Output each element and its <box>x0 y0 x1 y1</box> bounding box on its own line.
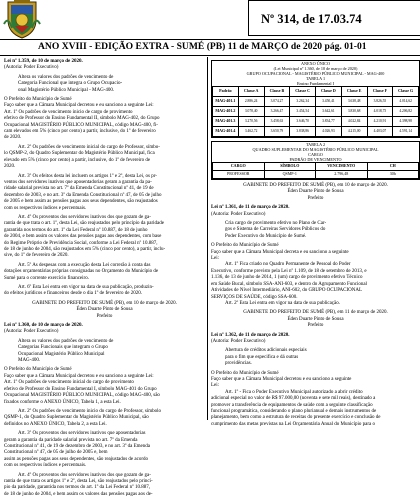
signature-line: Éden Duarte Pinto de Sousa <box>287 316 344 322</box>
table-cell: 3.266,47 <box>264 107 290 117</box>
law-text-line: rantia de que trata os artigos 1º e 2º, desta Lei, são reajustados pelo princí- <box>4 478 153 484</box>
law-text-line: Art. 1º Os padrões de vencimento inicial do cargo de provimento <box>4 380 134 386</box>
table-header-row <box>213 163 419 171</box>
law-text-line: promover a transferência de equipamentos de saúde com a seguinte classificação <box>211 402 373 408</box>
law-header-line: Lei nº 1.362, de 11 de março de 2020. <box>211 332 290 338</box>
law-text-line: O Prefeito do Município de Sumé <box>211 243 279 249</box>
law-text-line: de 18 de junho de 2004, são reajustados em 5% (cinco por cento), a partir, inclu- <box>4 246 166 252</box>
law-text-line: O Prefeito do Município de Sumé <box>4 367 72 373</box>
annex-title-line: GRUPO OCUPACIONAL - MAGISTÉRIO PÚBLICO MUNICIPAL - MAG-400 <box>246 71 385 76</box>
table-cell: QSMP-1 <box>264 171 316 179</box>
law-text-line: Constitucional nº 41, de 19 de dezembro de 2003, e no art. 3º da Emenda <box>4 443 150 449</box>
table-cell: 4.026,93 <box>316 127 342 137</box>
law-header-line: Lei nº 1.360, de 10 de março de 2020. <box>4 323 83 329</box>
signature-line: GABINETE DO PREFEITO DE SUMÉ (PB), em 11 de março de 2020. <box>243 310 388 316</box>
table-row <box>213 127 419 137</box>
table-row <box>213 107 419 117</box>
law-text-line: sive, do 1º de fevereiro de 2020. <box>4 253 69 259</box>
table-row-head: MAG-401.4 <box>213 127 239 137</box>
law-summary-line: Abertura de créditos adicionais especiais <box>225 348 307 354</box>
table-row <box>213 97 419 107</box>
law-text-line: dotações orçamentárias próprias consignadas no Orçamento do Município de <box>4 269 159 275</box>
signature-line: Prefeito <box>307 323 324 329</box>
law-summary-line: gos e Sistema de Carreiras Servidores Públicos do <box>225 227 326 233</box>
law-text-line: Art. 1º Os padrões de vencimento inicio de cargo de provimento <box>4 109 133 115</box>
law-text-line: Faço saber que a Câmara Municipal decretou e eu sanciono a seguinte <box>211 376 352 382</box>
masthead <box>0 0 420 42</box>
table-row-head: MAG-401.1 <box>213 97 239 107</box>
table-header-row <box>213 87 419 97</box>
table-cell: 3.262,34 <box>290 97 316 107</box>
edition-number: Nº 314, de 17.03.74 <box>261 12 362 26</box>
law-header-line: (Autoria: Poder Executivo) <box>211 338 266 344</box>
annex-table-box <box>211 60 420 138</box>
law-text-line: efetivo de Professor do Ensino Fundamental II, símbolo MAG-402, do Grupo <box>4 116 160 122</box>
table-cell: 4.022,84 <box>341 117 367 127</box>
law-text-line: adicional especial no valor de R$ 97.000,00 (noventa e sete mil reais), destinado a <box>211 396 376 402</box>
annex-title-line: TABELA 1 <box>305 76 326 81</box>
signature-line: GABINETE DO PREFEITO DE SUMÉ (PB), em 10 de março de 2020. <box>32 300 177 306</box>
table-header-cell: CARGO <box>213 163 265 171</box>
law-text-line: com os respectivos índices e percentuais. <box>4 205 87 211</box>
law-text-line: com os respectivos índices e percentuais. <box>4 463 87 469</box>
edition-bar <box>0 41 420 54</box>
masthead-rule <box>0 39 420 40</box>
table-cell: 4.018,75 <box>367 107 393 117</box>
law-header-line: Lei nº 1.359, de 10 de março de 2020. <box>4 59 83 64</box>
law-summary-line: Categorias Funcionais que integram o Grupo <box>18 345 108 351</box>
table-cell: 3.078,40 <box>238 107 264 117</box>
table-cell: 3.462,72 <box>238 127 264 137</box>
table-header-cell: SÍMBOLO <box>264 163 316 171</box>
salary-table-2 <box>212 162 419 179</box>
law-text-line: Ocupacional MAGISTÉRIO PÚBLICO MUNICIPAL, código MAG-400, fi- <box>4 122 158 128</box>
column-divider <box>207 57 208 420</box>
table-cell: 3.454,54 <box>290 107 316 117</box>
law-text-line: Art. 5º As despesas com a execução desta Lei correrão à conta das <box>18 262 151 268</box>
law-summary-line: para o fim que especifica e dá outras <box>225 354 299 360</box>
law-text-line: dezembro de 2003, e no art. 3º da Emenda Constitucional nº 47, de 05 de julho <box>4 192 162 198</box>
law-text-line: definidos no ANEXO ÚNICO, Tabela 2, a esta Lei. <box>4 421 107 427</box>
paragraph-gap <box>211 428 420 431</box>
signature-line: Éden Duarte Pinto de Sousa <box>287 189 344 195</box>
law-text-line: de 2020. <box>4 135 22 141</box>
law-text-line: Art. 3º Os proventos dos servidores inativos que aposentadorias <box>18 431 146 437</box>
law-summary-line: onal Magistério Público Municipal - MAG-400. <box>18 87 115 93</box>
law-text-line: garantida nos termos do art. 1º da Lei Federal nº 10.887, de 18 de junho <box>4 227 148 233</box>
law-text-line: fixados conforme o ANEXO ÚNICO, Tabela 1, a esta Lei. <box>4 399 121 405</box>
law-text-line: Faço saber que a Câmara Municipal decreta e eu sanciono a seguinte <box>211 249 349 255</box>
law-text-line: Constitucional nº 47, de 05 de julho de 2005 e, bem <box>4 450 108 456</box>
table-cell: 3.270,56 <box>238 117 264 127</box>
law-text-line: do Regime Próprio de Previdência Social, conforme a Lei Federal nº 10.887, <box>4 240 158 246</box>
law-text-line: geram a garantia da paridade salarial prevista no art. 7º da Emenda <box>4 437 138 443</box>
law-text-line: cam elevados em 5% (cinco por cento) a partir, inclusive, do 1º de fevereiro <box>4 129 156 135</box>
law-text-line: QSMP-1, do Quadro Suplementar do Magistério Público Municipal, são <box>4 415 149 421</box>
law-text-line: O Prefeito do Município de Sumé <box>4 97 72 103</box>
table2-title-line: PADRÃO DE VENCIMENTO <box>289 157 342 162</box>
law-text-line: do efeitos jurídicos e financeiros desde o dia 1º de fevereiro de 2020. <box>4 291 143 297</box>
table-header-cell: Classe A <box>238 87 264 97</box>
law-text-line: Sumé para o corrente exercício financeiro. <box>4 275 89 281</box>
table-header-cell: Classe D <box>316 87 342 97</box>
law-text-line: ridade salarial prevista no art. 7º da Emenda Constitucional nº 41, de 19 de <box>4 186 154 192</box>
table2-title-line: QUADRO SUPLEMENTAR DO MAGISTÉRIO PÚBLICO MUNICIPAL <box>252 147 379 152</box>
signature-line: Prefeito <box>307 195 324 201</box>
law-summary-line: Altera os valores dos padrões de vencimento de <box>18 74 114 80</box>
annex-title-line: ANEXO ÚNICO <box>301 61 330 66</box>
law-text-line: assim as pensões pagas aos seus dependentes, são reajustados de acordo <box>4 456 148 462</box>
table-cell: 4.014,62 <box>393 97 419 107</box>
law-text-line: Faço saber que a Câmara Municipal decretou e eu sanciono a seguinte Lei: <box>4 103 154 109</box>
law-text-line: de 18 de junho de 2004, e bem assim os valores das pensões pagas aos de- <box>4 491 153 497</box>
left-column <box>4 59 205 497</box>
table-row-head: MAG-401.2 <box>213 107 239 117</box>
edition-box <box>248 0 420 36</box>
table-cell: 4.403,07 <box>367 127 393 137</box>
table-header-cell: Classe E <box>341 87 367 97</box>
law-text-line: cumprimento das metas previstas na Lei Orçamentária Anual do Município para o <box>211 421 375 427</box>
edition-rule <box>0 55 420 56</box>
law-text-line: pio da paridade, garantida nos termos do art. 1º da Lei Federal nº 10.887, <box>4 485 150 491</box>
table-cell: 4.215,00 <box>341 127 367 137</box>
law-text-line: ventos dos servidores inativos que aposentadorias geram a garantia da pa- <box>4 179 152 185</box>
law-text-line: Lei: <box>211 383 220 389</box>
law-text-line: SERVIÇOS DE SAÚDE, código SSA-600. <box>211 294 298 300</box>
law-text-line: Executivo, conforme previsto pela Lei nº 1.109, de 18 de setembro de 2013, e <box>211 268 367 274</box>
law-summary-line: Ocupacional Magistério Público Municipal <box>18 351 105 357</box>
annex-title-line: (Lei Municipal nº 1.360, de 10 de março de 2020) <box>273 66 358 71</box>
law-text-line: Lei: <box>211 256 220 262</box>
table-cell: 3.074,27 <box>264 97 290 107</box>
table-cell: 3.834,77 <box>316 117 342 127</box>
right-column <box>211 59 420 427</box>
law-text-line: lo QSMP-2, do Quadro Suplementar do Magistério Público Municipal, fica <box>4 151 155 157</box>
table-cell: 3.642,61 <box>316 107 342 117</box>
table-header-cell: VENCIMENTO <box>316 163 368 171</box>
law-summary-line: Categoria Funcional que integra o Grupo Ocupacio- <box>18 81 123 87</box>
table-header-cell: Classe G <box>393 87 419 97</box>
table-cell: 2.796,48 <box>316 171 368 179</box>
table-cell: 2.886,24 <box>238 97 264 107</box>
law-text-line: O Prefeito do Município de Sumé <box>211 370 279 376</box>
table-cell: 3.646,70 <box>290 117 316 127</box>
law-text-line: Art. 4º Os proventos dos servidores inativos dos que gozam de ga- <box>18 472 151 478</box>
table-row <box>213 171 419 179</box>
table-header-cell: Padrão <box>213 87 239 97</box>
signature-line: Éden Duarte Pinto de Sousa <box>76 307 133 313</box>
table-cell: 3.830,68 <box>341 107 367 117</box>
law-header-line: (Autoria: Poder Executivo) <box>4 65 59 71</box>
law-summary-line: MAG-400. <box>18 358 41 364</box>
law-text-line: 1.136, de 13 de junho de 2014, 1 (um) cargo de provimento efetivo Técnico <box>211 275 363 281</box>
table-header-cell: Classe C <box>290 87 316 97</box>
law-text-line: Art. 2º Os padrões de vencimento inicio do cargo de Professor, símbolo <box>18 408 162 414</box>
table2-title-line: CARGO <box>308 152 323 157</box>
law-text-line: 2020. <box>4 164 16 170</box>
law-text-line: funcional programática, considerando o plano plurianual e demais instrumentos de <box>211 409 377 414</box>
table-cell: 3.838,86 <box>290 127 316 137</box>
law-text-line: de 2005 e bem assim as pensões pagas aos seus dependentes, são reajustados <box>4 199 158 205</box>
signature-line: Prefeito <box>96 313 113 319</box>
law-text-line: de 2004, e bem assim os valores das pensões pagas aos dependentes, com base <box>4 234 162 240</box>
table-cell: 4.398,98 <box>393 117 419 127</box>
table-header-cell: Classe B <box>264 87 290 97</box>
law-text-line: efetivo de Professor do Ensino Fundamental I, símbolo MAG-401 do Grupo <box>4 386 157 392</box>
table-cell: 4.210,91 <box>367 117 393 127</box>
signature-line: GABINETE DO PREFEITO DE SUMÉ (PB), em 10 de março de 2020. <box>243 183 388 188</box>
law-summary-line: providências. <box>225 361 252 367</box>
law-text-line: Art. 4º Os proventos dos servidores inativos dos que gozam de ga- <box>18 214 151 220</box>
table-cell: PROFESSOR <box>213 171 265 179</box>
law-text-line: elevado em 5% (cinco por cento) a partir, inclusive, do 1º de fevereiro de <box>4 157 151 163</box>
annex-title-line: Ensino Fundamental I <box>297 81 334 86</box>
law-text-line: Art. 2º Os padrões de vencimento inicial do cargo de Professor, símbo- <box>18 144 160 150</box>
salary-table-1 <box>212 86 419 137</box>
law-text-line: Art. 1º - Fica o Poder Executivo Municipal autorizado a abrir crédito <box>225 389 363 395</box>
law-text-line: Ocupacional MAGISTÉRIO PÚBLICO MUNICIPAL, código MAG-400, são <box>4 393 160 399</box>
law-text-line: Art. 1º Fica criado no Quadro Permanente de Pessoal do Poder <box>225 262 351 268</box>
table-cell: 3.638,48 <box>341 97 367 107</box>
table-header-cell: CH <box>367 163 419 171</box>
table-cell: 30h <box>367 171 419 179</box>
law-summary-line: Cria cargo de provimento efetivo no Plano de Car- <box>225 221 327 227</box>
table-cell: 3.450,41 <box>316 97 342 107</box>
law-text-line: planejamento, bem como a estrutura de receitas do presente exercício e conclusão de <box>211 415 381 421</box>
municipal-crest-icon <box>2 0 42 40</box>
table-header-cell: Classe F <box>367 87 393 97</box>
law-header-line: (Autoria: Poder Executivo) <box>4 329 59 335</box>
table-cell: 3.826,55 <box>367 97 393 107</box>
law-text-line: Art. 6º Esta Lei entra em vigor na data de sua publicação, produzin- <box>18 285 154 290</box>
law-summary-line: Poder Executivo do Município de Sumé. <box>225 233 307 239</box>
law-header-line: Lei nº 1.361, de 11 de março de 2020. <box>211 205 290 211</box>
table-cell: 3.650,79 <box>264 127 290 137</box>
law-text-line: Atividades de Nível Intermediário, ANI-602, do GRUPO OCUPACIONAL <box>211 288 363 294</box>
table-cell: 3.458,63 <box>264 117 290 127</box>
law-text-line: rantia de que trata o art. 1º, desta Lei, são reajustados pelo princípio da paridade <box>4 221 164 227</box>
annex-table-2-box <box>211 141 420 180</box>
table-row <box>213 117 419 127</box>
table-cell: 4.591,14 <box>393 127 419 137</box>
table2-title-line: TABELA 2 <box>305 142 326 147</box>
law-text-line: Faço saber que a Câmara Municipal decretou e eu sanciono a seguinte Lei: <box>4 373 154 379</box>
table-row-head: MAG-401.3 <box>213 117 239 127</box>
law-header-line: (Autoria: Poder Executivo) <box>211 211 266 217</box>
law-text-line: em Saúde Bucal, símbolo SSA-ANI-603, e dentro do Agrupamento Funcional <box>211 281 367 287</box>
law-summary-line: Altera os valores dos padrões de vencimento de <box>18 338 114 344</box>
edition-heading: ANO XVIII - EDIÇÃO EXTRA - SUMÉ (PB) 11 de MARÇO de 2020 pág. 01-01 <box>38 41 367 52</box>
table-cell: 4.206,82 <box>393 107 419 117</box>
law-text-line: Art. 3º Os efeitos desta lei incluem os artigos 1º e 2º, desta Lei, os pr- <box>18 173 157 179</box>
law-text-line: Art. 2º Esta Lei entra em vigor na data de sua publicação. <box>225 300 340 306</box>
